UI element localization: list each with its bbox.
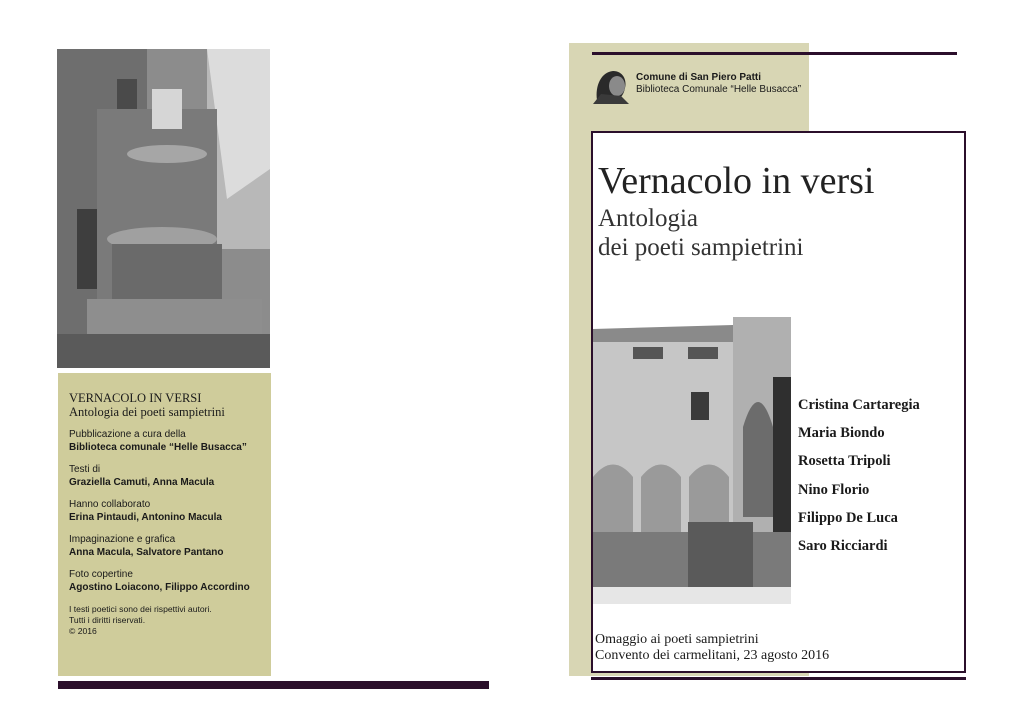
credit-label: Impaginazione e grafica: [69, 534, 176, 545]
event-line: Omaggio ai poeti sampietrini: [595, 632, 759, 647]
author-name: Rosetta Tripoli: [798, 453, 891, 470]
credit-value: Agostino Loiacono, Filippo Accordino: [69, 581, 250, 593]
fountain-illustration: [57, 49, 270, 368]
note-line: Tutti i diritti riservati.: [69, 615, 146, 625]
author-name: Filippo De Luca: [798, 509, 898, 526]
event-info: [595, 632, 829, 664]
cloister-photo: [593, 317, 791, 604]
author-name: Nino Florio: [798, 481, 870, 498]
author-name: Maria Biondo: [798, 425, 885, 442]
note-line: I testi poetici sono dei rispettivi autori.: [69, 604, 212, 614]
credit-label: Testi di: [69, 464, 101, 475]
library-name: Biblioteca Comunale “Helle Busacca”: [636, 84, 802, 95]
credit-value: Graziella Camuti, Anna Macula: [69, 476, 215, 488]
municipality-name: Comune di San Piero Patti: [636, 72, 762, 83]
organization-header: [636, 72, 801, 96]
bottom-rule: [591, 677, 966, 680]
book-title: Vernacolo in versi: [598, 160, 875, 202]
subtitle-line: Antologia: [598, 205, 698, 232]
credit-texts: [69, 464, 261, 489]
credit-publisher: [69, 429, 261, 454]
colophon-box: [58, 373, 271, 676]
credit-photos: [69, 569, 261, 594]
cloister-illustration: [593, 317, 791, 604]
colophon-subtitle: Antologia dei poeti sampietrini: [69, 405, 225, 419]
credit-layout: [69, 534, 261, 559]
fountain-photo: [57, 49, 270, 368]
top-rule: [592, 52, 957, 55]
portrait-icon: [591, 66, 631, 104]
subtitle-line: dei poeti sampietrini: [598, 234, 804, 261]
credit-label: Foto copertine: [69, 569, 133, 580]
bottom-bar-left: [58, 681, 489, 689]
colophon-title: VERNACOLO IN VERSI: [69, 391, 202, 405]
colophon-notes: [69, 604, 261, 637]
author-name: Cristina Cartaregia: [798, 397, 920, 413]
credit-value: Anna Macula, Salvatore Pantano: [69, 546, 224, 558]
note-line: © 2016: [69, 626, 97, 636]
event-line: Convento dei carmelitani, 23 agosto 2016: [595, 648, 830, 663]
author-list: [798, 397, 920, 566]
credit-label: Hanno collaborato: [69, 499, 151, 510]
author-name: Saro Ricciardi: [798, 537, 888, 554]
credit-collaborators: [69, 499, 261, 524]
portrait-image: [591, 66, 631, 104]
credit-value: Biblioteca comunale “Helle Busacca”: [69, 441, 247, 453]
credit-value: Erina Pintaudi, Antonino Macula: [69, 511, 222, 523]
credit-label: Pubblicazione a cura della: [69, 429, 186, 440]
book-subtitle: [598, 204, 804, 262]
